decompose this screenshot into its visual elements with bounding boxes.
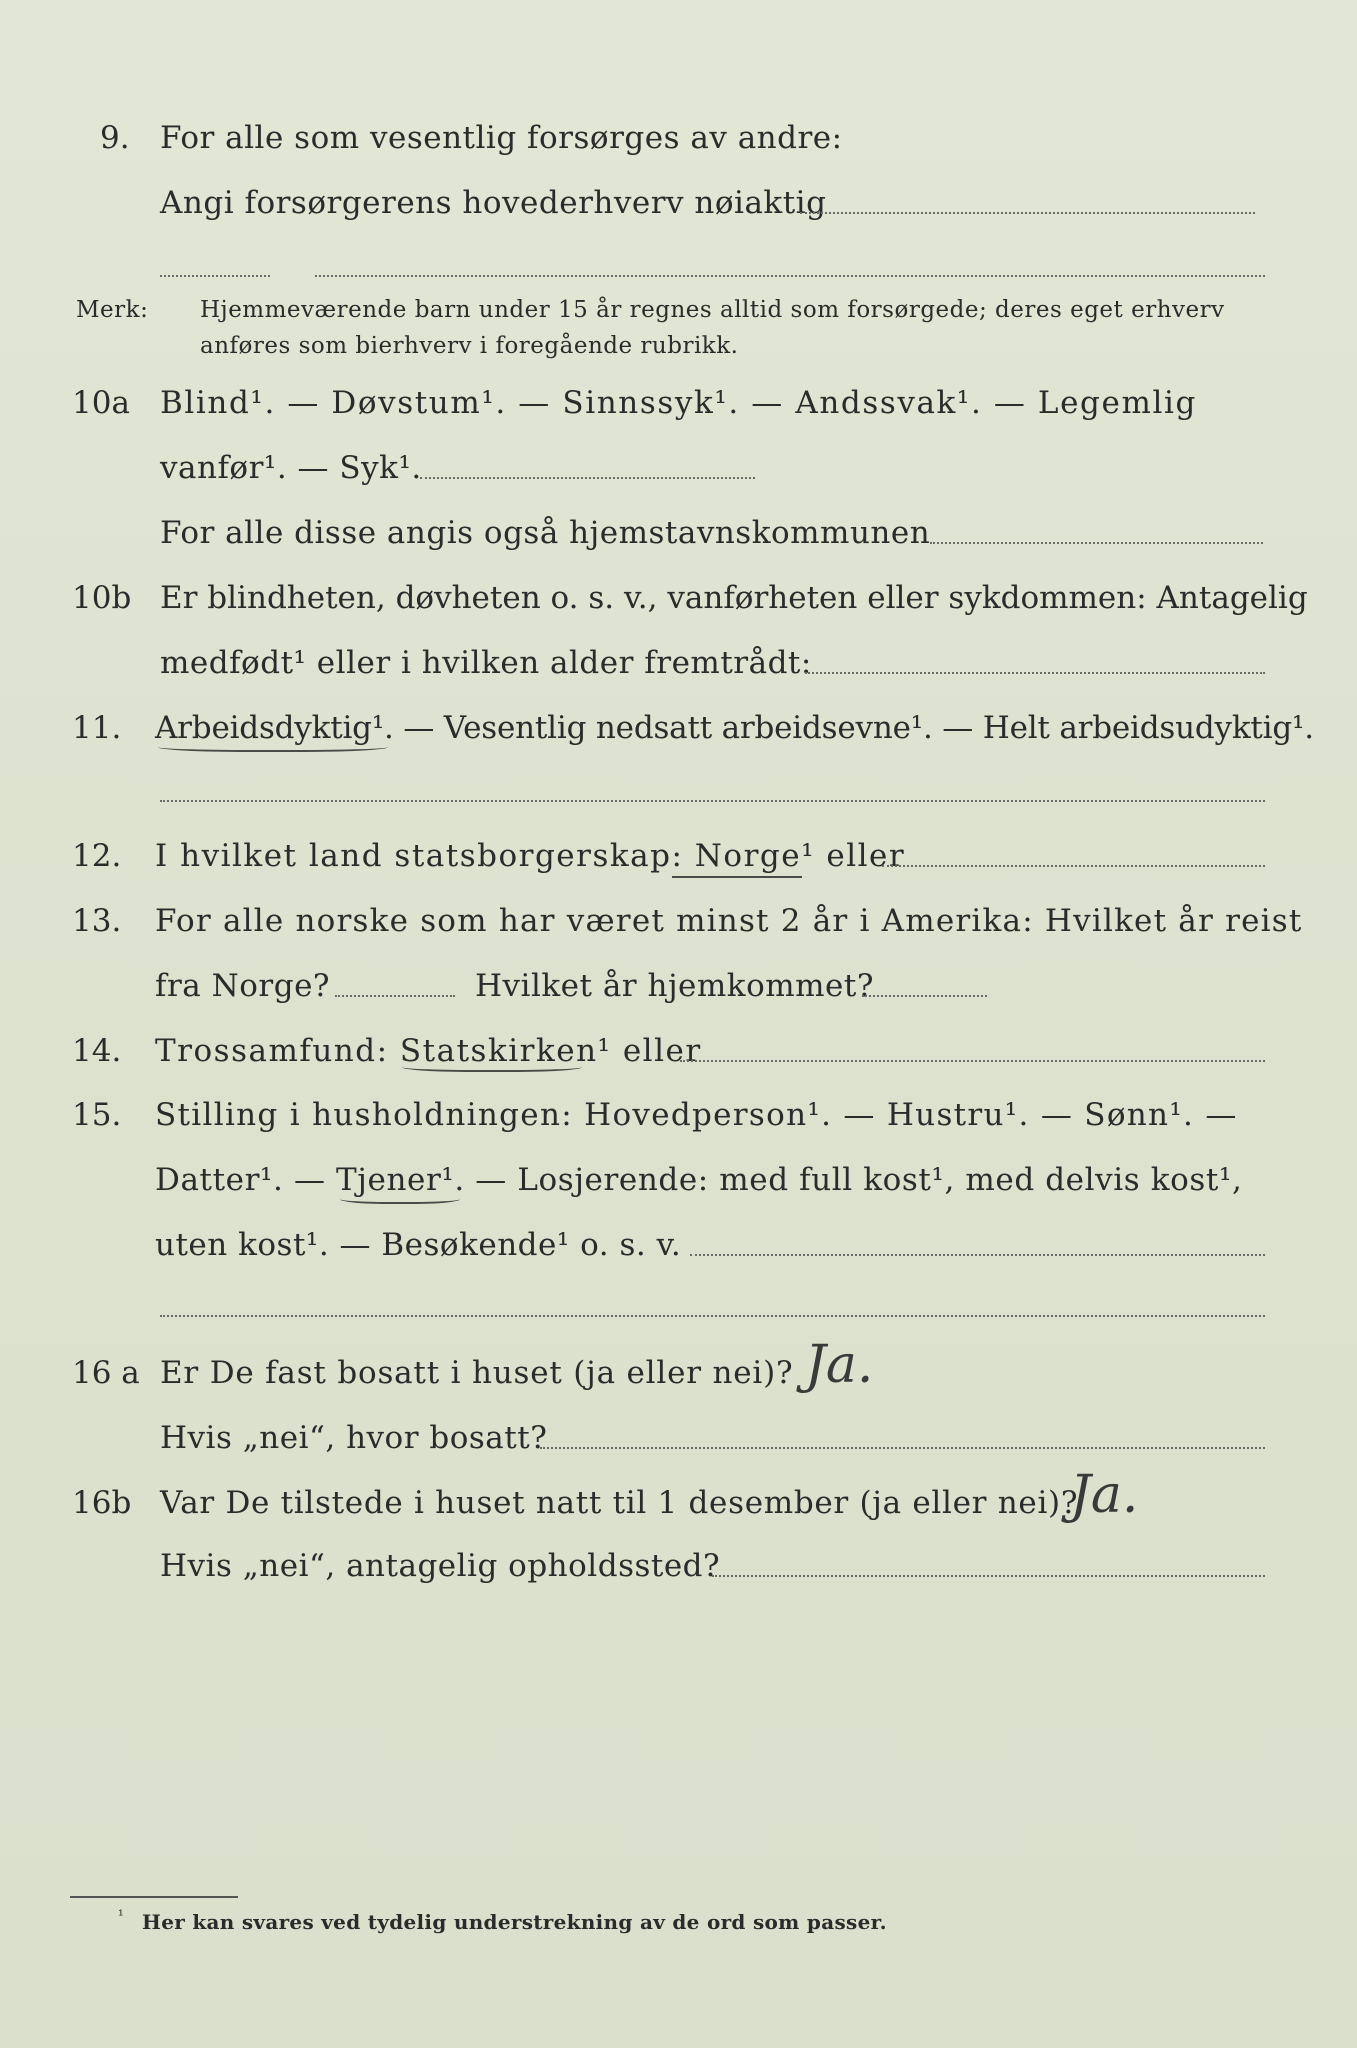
q16a-number: 16 a bbox=[72, 1355, 140, 1391]
merk-line2: anføres som bierhverv i foregående rubrikk. bbox=[200, 333, 739, 359]
footnote-text: Her kan svares ved tydelig understrekning av de ord som passer. bbox=[142, 1910, 887, 1934]
q16b-handwritten-answer: Ja. bbox=[1070, 1465, 1139, 1525]
merk-line1: Hjemmeværende barn under 15 år regnes alltid som forsørgede; deres eget erhverv bbox=[200, 297, 1225, 323]
q10a-line3: For alle disse angis også hjemstavnskommunen bbox=[160, 515, 931, 551]
q13-line1: For alle norske som har været minst 2 år i Amerika: Hvilket år reist bbox=[155, 903, 1303, 939]
q13-line2a: fra Norge? bbox=[155, 968, 331, 1004]
q9-answer-line[interactable] bbox=[800, 212, 1255, 214]
q15-answer-line[interactable] bbox=[690, 1254, 1265, 1256]
q10a-line2: vanfør¹. — Syk¹. bbox=[160, 450, 422, 486]
q15-line1: Stilling i husholdningen: Hovedperson¹. — Hustru¹. — Sønn¹. — bbox=[155, 1097, 1238, 1133]
q12-number: 12. bbox=[72, 838, 122, 874]
q10b-line2: medfødt¹ eller i hvilken alder fremtrådt: bbox=[160, 645, 812, 681]
q13-number: 13. bbox=[72, 903, 122, 939]
q16a-answer-line[interactable] bbox=[540, 1447, 1265, 1449]
q15-line2: Datter¹. — Tjener¹. — Losjerende: med full kost¹, med delvis kost¹, bbox=[155, 1162, 1243, 1198]
q9-answer-line-2a[interactable] bbox=[160, 275, 270, 277]
q10b-number: 10b bbox=[72, 580, 132, 616]
q16b-answer-line[interactable] bbox=[712, 1575, 1265, 1577]
q16b-line2: Hvis „nei“, antagelig opholdssted? bbox=[160, 1548, 721, 1584]
q11-line1: Arbeidsdyktig¹. — Vesentlig nedsatt arbeidsevne¹. — Helt arbeidsudyktig¹. bbox=[155, 710, 1314, 746]
q13-line2b: Hvilket år hjemkommet? bbox=[475, 968, 874, 1004]
q12-answer-line[interactable] bbox=[882, 865, 1265, 867]
q13-hjemkommet-line[interactable] bbox=[862, 995, 987, 997]
q16b-number: 16b bbox=[72, 1485, 132, 1521]
q16a-line1: Er De fast bosatt i huset (ja eller nei)? bbox=[160, 1355, 794, 1391]
q15-line3: uten kost¹. — Besøkende¹ o. s. v. bbox=[155, 1227, 682, 1263]
q10a-number: 10a bbox=[72, 385, 130, 421]
q10b-answer-line[interactable] bbox=[805, 672, 1265, 674]
q9-answer-line-2b[interactable] bbox=[315, 275, 1265, 277]
q9-line1: For alle som vesentlig forsørges av andre: bbox=[160, 120, 843, 156]
q14-answer-line[interactable] bbox=[680, 1060, 1265, 1062]
q14-underline-statskirken bbox=[402, 1060, 582, 1072]
q11-underline-arbeidsdyktig bbox=[158, 740, 388, 752]
q10a-kommune-line[interactable] bbox=[930, 542, 1263, 544]
q15-answer-line-2[interactable] bbox=[160, 1315, 1265, 1317]
q16a-handwritten-answer: Ja. bbox=[805, 1335, 874, 1395]
q15-underline-tjener bbox=[340, 1192, 460, 1204]
q14-number: 14. bbox=[72, 1033, 122, 1069]
q10b-line1: Er blindheten, døvheten o. s. v., vanførheten eller sykdommen: Antagelig bbox=[160, 580, 1308, 616]
footnote-mark: ¹ bbox=[118, 1908, 125, 1924]
q9-line2: Angi forsørgerens hovederhverv nøiaktig bbox=[160, 185, 827, 221]
q12-line1: I hvilket land statsborgerskap: Norge¹ eller bbox=[155, 838, 906, 874]
q16b-line1: Var De tilstede i huset natt til 1 desember (ja eller nei)? bbox=[160, 1485, 1079, 1521]
q15-number: 15. bbox=[72, 1097, 122, 1133]
q16a-line2: Hvis „nei“, hvor bosatt? bbox=[160, 1420, 548, 1456]
q11-answer-line[interactable] bbox=[160, 800, 1265, 802]
q9-number: 9. bbox=[100, 120, 130, 156]
merk-label: Merk: bbox=[76, 297, 149, 323]
footnote-rule bbox=[70, 1896, 238, 1898]
q14-line1: Trossamfund: Statskirken¹ eller bbox=[155, 1033, 702, 1069]
q10a-line1: Blind¹. — Døvstum¹. — Sinnssyk¹. — Andssvak¹. — Legemlig bbox=[160, 385, 1197, 421]
q12-underline-norge bbox=[672, 866, 802, 878]
q13-reist-line[interactable] bbox=[335, 995, 455, 997]
q10a-answer-line[interactable] bbox=[420, 477, 755, 479]
q11-number: 11. bbox=[72, 710, 122, 746]
